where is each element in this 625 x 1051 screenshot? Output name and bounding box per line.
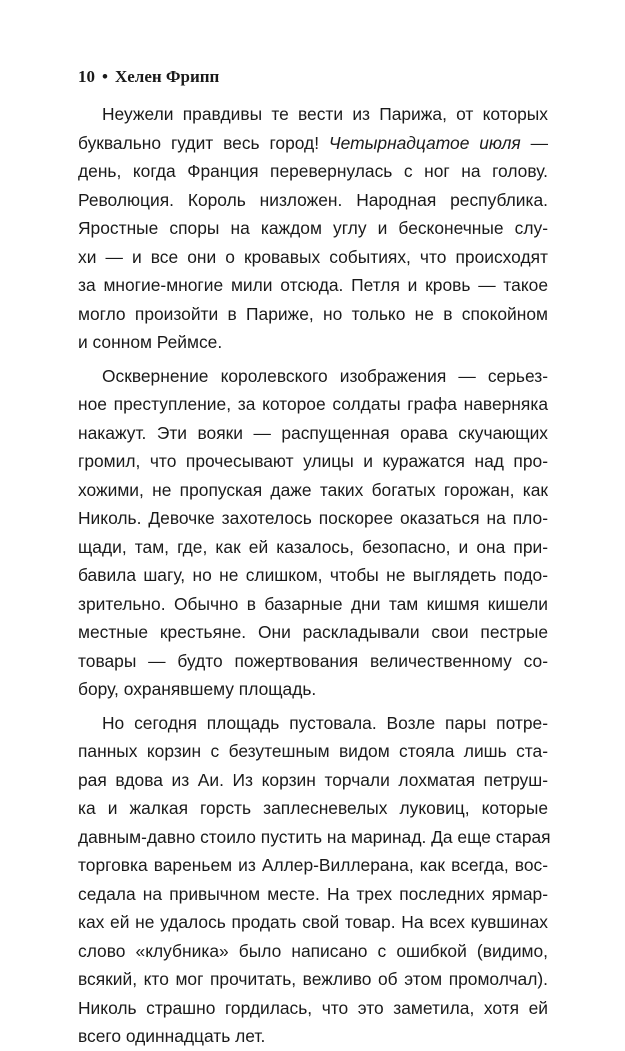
body-text [78, 100, 551, 1051]
line-text: хожими, не пропуская даже таких богатых горожан, как [78, 479, 548, 500]
italic-phrase: Четырнадцатое июля [328, 132, 521, 153]
line-text: ках ей не удалось продать свой товар. На всех кувшинах [78, 912, 548, 932]
text-line [78, 447, 548, 476]
text-line [78, 618, 548, 647]
line-text: Яростные споры на каждом углу и бесконечные слу- [78, 218, 548, 238]
line-text: Революция. Король низложен. Народная республика. [78, 189, 548, 210]
text-line [78, 709, 548, 738]
line-text: товары — будто пожертвования величественному со- [78, 650, 548, 671]
page-number: 10 [78, 67, 95, 86]
line-text: громил, что прочесывают улицы и куражатся над про- [78, 451, 548, 471]
line-text: хи — и все они о кровавых событиях, что происходят [78, 246, 548, 267]
text-line [78, 362, 548, 391]
text-line [78, 214, 548, 243]
line-text: Неужели правдивы те вести из Парижа, от которых [102, 104, 548, 124]
text-line [78, 994, 548, 1023]
line-text: зрительно. Обычно в базарные дни там кишмя кишели [78, 593, 548, 614]
text-line [78, 271, 548, 300]
line-text: торговка вареньем из Аллер-Виллерана, как всегда, вос- [78, 855, 548, 875]
text-line [78, 300, 548, 329]
paragraph [78, 709, 551, 1051]
line-text: день, когда Франция перевернулась с ног на голову. [78, 161, 548, 181]
line-text: слово «клубника» было написано с ошибкой (видимо, [78, 940, 548, 961]
line-text: ка и жалкая горсть заплесневелых луковиц, которые [78, 798, 548, 818]
text-line [78, 504, 548, 533]
text-line [78, 1022, 548, 1051]
header-separator: • [102, 67, 108, 86]
text-line [78, 157, 548, 186]
text-line [78, 533, 548, 562]
text-line [78, 794, 548, 823]
line-text: седала на привычном месте. На трех последних ярмар- [78, 883, 548, 904]
paragraph [78, 100, 548, 357]
text-line [78, 766, 548, 795]
line-text: Но сегодня площадь пустовала. Возле пары потре- [102, 712, 548, 733]
line-text: Николь страшно гордилась, что это заметила, хотя ей [78, 997, 548, 1018]
line-text: Осквернение королевского изображения — серьез- [102, 365, 548, 386]
author-name: Хелен Фрипп [114, 67, 220, 86]
text-line [78, 590, 548, 619]
line-text: щади, там, где, как ей казалось, безопасно, и она при- [78, 536, 548, 557]
line-text: могло произойти в Париже, но только не в спокойном [78, 303, 548, 324]
running-head [78, 66, 219, 88]
line-text: панных корзин с безутешным видом стояла лишь ста- [78, 741, 548, 761]
text-line [78, 908, 548, 937]
line-text: всякий, кто мог прочитать, вежливо об этом промолчал). [78, 969, 548, 989]
text-line [78, 851, 548, 880]
paragraph [78, 362, 548, 704]
line-text: и сонном Реймсе. [78, 332, 223, 352]
line-text: буквально гудит весь город! [78, 132, 329, 153]
line-text: рая вдова из Аи. Из корзин торчали лохматая петруш- [78, 769, 548, 790]
text-line [78, 880, 548, 909]
line-text: давным-давно стоило пустить на маринад. Да еще старая [78, 826, 551, 847]
text-line [78, 737, 548, 766]
text-line [78, 186, 548, 215]
text-line [78, 100, 548, 129]
line-text: накажут. Эти вояки — распущенная орава скучающих [78, 422, 548, 443]
text-line [78, 561, 548, 590]
line-tail: — [520, 132, 548, 153]
line-text: местные крестьяне. Они раскладывали свои пестрые [78, 622, 548, 642]
text-line [78, 476, 548, 505]
text-line [78, 823, 551, 852]
text-line [78, 243, 548, 272]
line-text: Николь. Девочке захотелось поскорее оказаться на пло- [78, 508, 548, 528]
text-line [78, 675, 548, 704]
text-line [78, 129, 548, 158]
text-line [78, 419, 548, 448]
text-line [78, 965, 548, 994]
text-line [78, 390, 548, 419]
text-line [78, 937, 548, 966]
line-text: бору, охранявшему площадь. [78, 679, 317, 699]
line-text: ное преступление, за которое солдаты графа наверняка [78, 394, 548, 414]
text-line [78, 328, 548, 357]
line-text: за многие-многие мили отсюда. Петля и кровь — такое [78, 275, 548, 295]
text-line [78, 647, 548, 676]
line-text: бавила шагу, но не слишком, чтобы не выглядеть подо- [78, 565, 548, 585]
line-text: всего одиннадцать лет. [78, 1026, 266, 1046]
